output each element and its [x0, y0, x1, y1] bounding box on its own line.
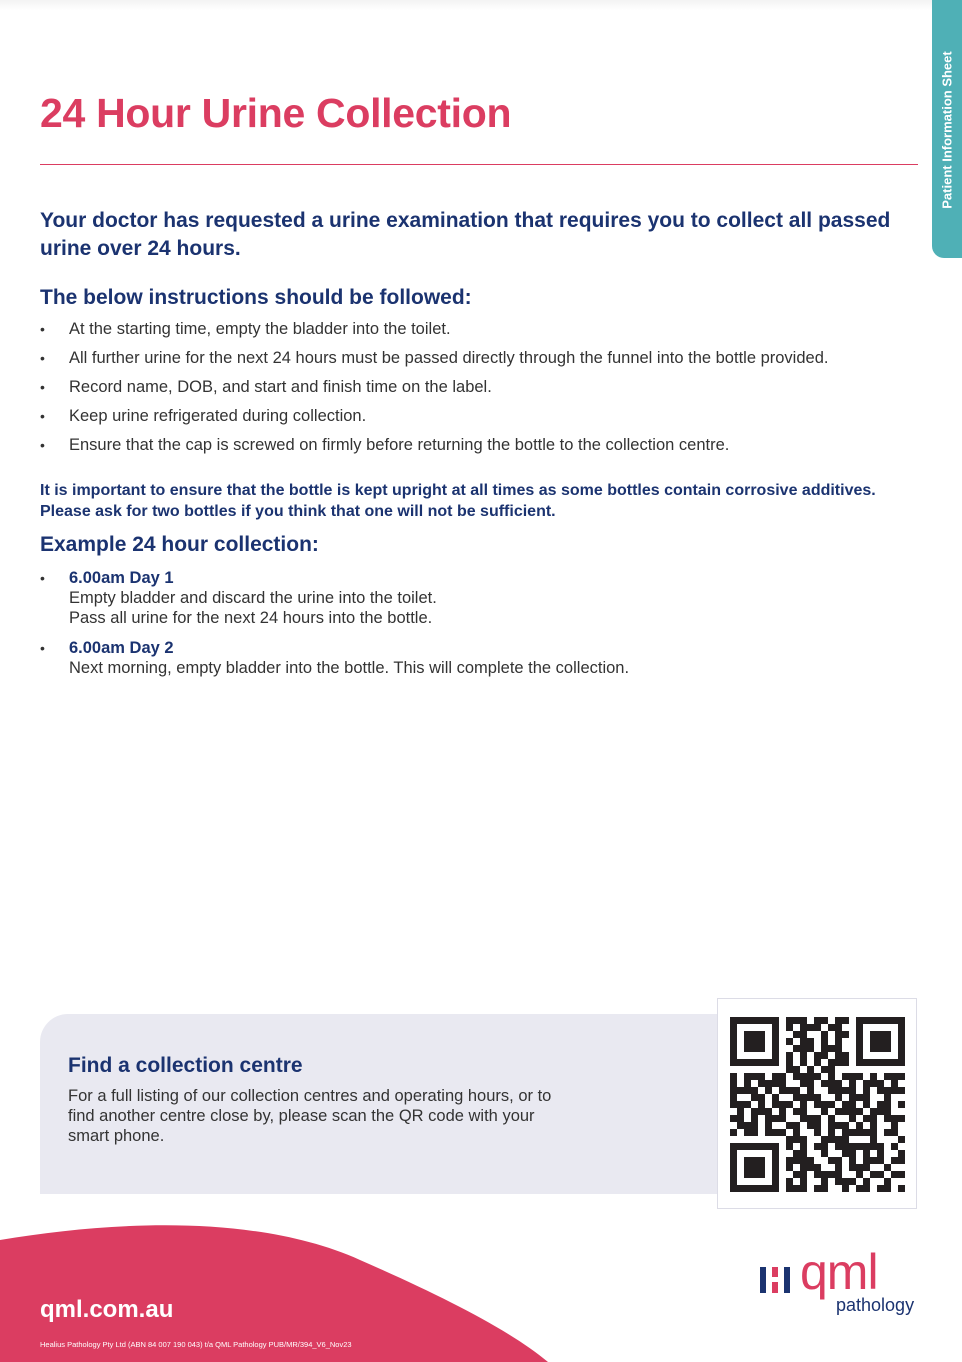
list-item: • Keep urine refrigerated during collection. [40, 402, 920, 431]
bullet-icon: • [40, 570, 45, 586]
find-centre-text: For a full listing of our collection centres and operating hours, or to find another centre close by, please scan the QR code with your smart phone. [68, 1087, 552, 1145]
instructions-list [40, 315, 920, 460]
list-item: • At the starting time, empty the bladder into the toilet. [40, 315, 920, 344]
bullet-icon: • [40, 321, 45, 337]
top-shade [0, 0, 962, 10]
warning-text: It is important to ensure that the bottle is kept upright at all times as some bottles contain corrosive additives. Please ask for two bottles if you think that one will not be sufficient. [40, 482, 876, 520]
example-line: Next morning, empty bladder into the bottle. This will complete the collection. [69, 659, 630, 677]
side-tab-label: Patient Information Sheet [939, 51, 955, 209]
example-time: 6.00am Day 1 [69, 569, 174, 587]
bullet-icon: • [40, 350, 45, 366]
list-item [40, 568, 900, 628]
list-item: • Ensure that the cap is screwed on firmly before returning the bottle to the collection centre. [40, 431, 920, 460]
example-line: Pass all urine for the next 24 hours into the bottle. [69, 609, 433, 627]
bullet-icon: • [40, 408, 45, 424]
logo-wordmark: qml [800, 1244, 878, 1300]
instructions-heading: The below instructions should be followed: [40, 286, 472, 309]
bullet-icon: • [40, 437, 45, 453]
page-title: 24 Hour Urine Collection [40, 90, 512, 136]
qml-pathology-logo [760, 1244, 930, 1330]
example-list [40, 568, 900, 688]
list-item: • All further urine for the next 24 hours must be passed directly through the funnel into the bottle provided. [40, 344, 920, 373]
find-centre-panel [40, 1014, 740, 1194]
qr-code-frame[interactable] [717, 998, 917, 1209]
side-tab [932, 0, 962, 258]
footer-legal-text: Healius Pathology Pty Ltd (ABN 84 007 190 043) t/a QML Pathology PUB/MR/394_V6_Nov23 [40, 1340, 352, 1349]
list-item [40, 638, 900, 678]
example-heading: Example 24 hour collection: [40, 533, 319, 556]
intro-text: Your doctor has requested a urine examination that requires you to collect all passed urine over 24 hours. [40, 209, 891, 260]
logo-mark-icon [760, 1267, 794, 1293]
bullet-icon: • [40, 379, 45, 395]
list-item: • Record name, DOB, and start and finish time on the label. [40, 373, 920, 402]
example-time: 6.00am Day 2 [69, 639, 174, 657]
find-centre-heading: Find a collection centre [68, 1054, 303, 1077]
qr-code-icon[interactable] [730, 1017, 905, 1192]
title-divider [40, 164, 918, 165]
example-line: Empty bladder and discard the urine into the toilet. [69, 589, 437, 607]
footer-url[interactable]: qml.com.au [40, 1296, 174, 1323]
logo-subtext: pathology [836, 1295, 915, 1315]
bullet-icon: • [40, 640, 45, 656]
